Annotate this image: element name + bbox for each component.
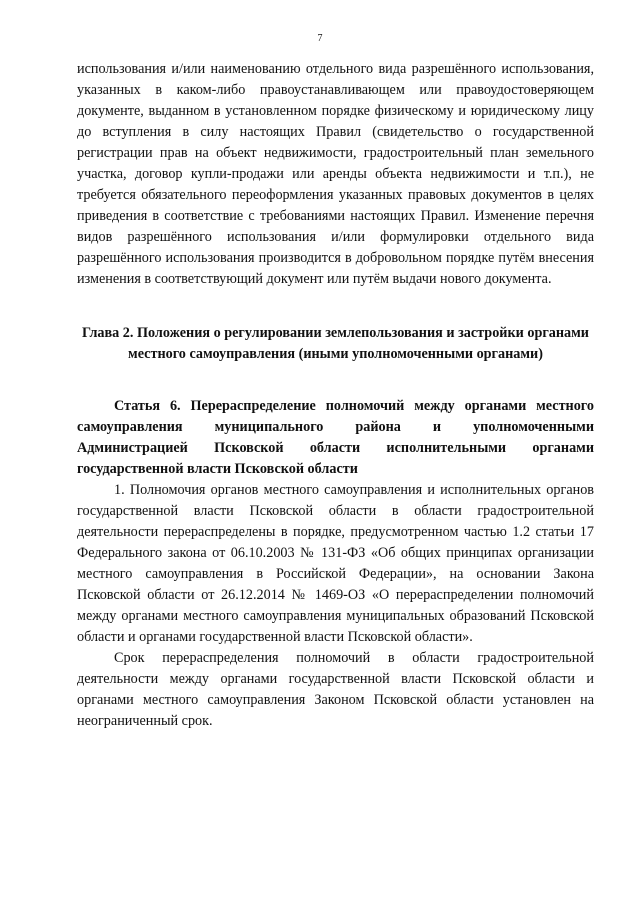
intro-paragraph: использования и/или наименованию отдельного вида разрешённого использования, указанных в каком-либо правоустанавливающем или правоудостоверяющем документе, выданном в установленном порядке физическому и юридическому лицу до вступления в силу настоящих Правил (свидетельство о государственной регистрации прав на объект недвижимости, градостроительный план земельного участка, договор купли-продажи или аренды объекта недвижимости и т.п.), не требуется обязательного переоформления указанных правовых документов в целях приведения в соответствие с требованиями настоящих Правил. Изменение перечня видов разрешённого использования и/или формулировки отдельного вида разрешённого использования производится в добровольном порядке путём внесения изменения в соответствующий документ или путём выдачи нового документа.: [77, 61, 594, 287]
document-body: [77, 59, 594, 732]
article-paragraph-2: Срок перераспределения полномочий в области градостроительной деятельности между органами государственной власти Псковской области и органами местного самоуправления Законом Псковской области установлен на неограниченный срок.: [77, 650, 594, 729]
article-title: Статья 6. Перераспределение полномочий между органами местного самоуправления муниципального района и уполномоченными Администрацией Псковской области исполнительными органами государственной власти Псковской области: [77, 398, 594, 477]
chapter-title: Глава 2. Положения о регулировании землепользования и застройки органами местного самоуправления (иными уполномоченными органами): [82, 325, 589, 362]
article-paragraph-1: 1. Полномочия органов местного самоуправления и исполнительных органов государственной власти Псковской области в области градостроительной деятельности перераспределены в порядке, предусмотренном частью 1.2 статьи 17 Федерального закона от 06.10.2003 № 131-ФЗ «Об общих принципах организации местного самоуправления в Российской Федерации», на основании Закона Псковской области от 26.12.2014 № 1469-ОЗ «О перераспределении полномочий между органами местного самоуправления муниципальных образований Псковской области и органами государственной власти Псковской области».: [77, 482, 594, 645]
page-number: 7: [317, 33, 323, 44]
